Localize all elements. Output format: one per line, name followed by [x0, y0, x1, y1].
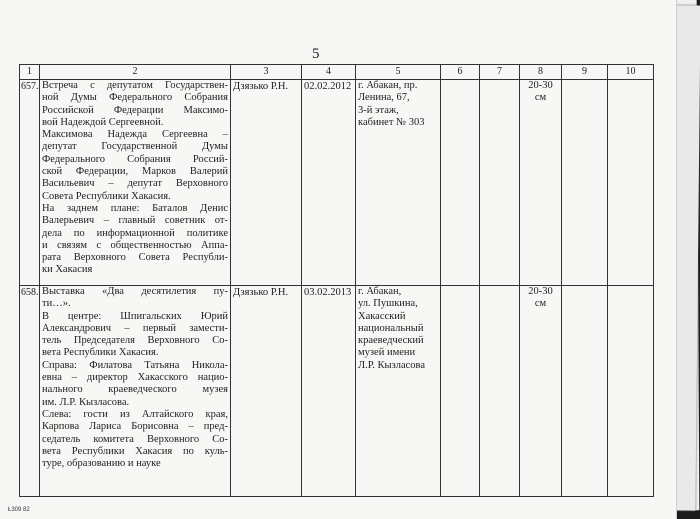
description-line: Александрович – первый замести- — [42, 322, 228, 334]
size-line: см — [534, 92, 547, 103]
description-line: ти…». — [42, 298, 71, 310]
entry-author: Дзязько Р.Н. — [231, 80, 302, 286]
place-line: 3-й этаж, — [358, 104, 399, 116]
entry-place — [356, 286, 441, 497]
description-line: Максимова Надежда Сергеевна – — [42, 129, 228, 141]
description-line: Валерьевич – главный советник от- — [42, 215, 228, 227]
col-header: 7 — [480, 65, 520, 80]
description-line: Справа: Филатова Татьяна Никола- — [42, 359, 228, 371]
description-line: седатель комитета Верховного Со- — [42, 433, 228, 445]
entry-size — [520, 286, 562, 497]
entry-date: 03.02.2013 — [302, 286, 356, 497]
col-header: 1 — [20, 65, 40, 80]
description-line: Встреча с депутатом Государствен- — [42, 80, 228, 91]
empty-cell — [480, 286, 520, 497]
empty-cell — [441, 80, 480, 286]
register-table — [19, 64, 654, 497]
col-header: 5 — [356, 65, 441, 80]
size-line: 20-30 — [528, 80, 553, 91]
empty-cell — [562, 80, 608, 286]
entry-description — [40, 286, 231, 497]
entry-number: 657. — [20, 80, 40, 286]
col-header: 4 — [302, 65, 356, 80]
footer-stamp: Ł309 82 — [8, 507, 30, 513]
table-row — [20, 286, 654, 497]
description-line: туре, образованию и науке — [42, 458, 161, 470]
table-row — [20, 80, 654, 286]
entry-place — [356, 80, 441, 286]
description-line: Слева: гости из Алтайского края, — [42, 408, 228, 420]
page-number: 5 — [312, 46, 320, 62]
col-header: 9 — [562, 65, 608, 80]
description-line: На заднем плане: Баталов Денис — [42, 202, 228, 214]
header-row — [20, 65, 654, 80]
description-line: депутат Государственной Думы — [42, 141, 228, 153]
entry-size — [520, 80, 562, 286]
entry-description — [40, 80, 231, 286]
description-line: Васильевич – депутат Верховного — [42, 178, 228, 190]
description-line: Выставка «Два десятилетия пу- — [42, 286, 228, 297]
col-header: 6 — [441, 65, 480, 80]
place-line: краеведческий — [358, 335, 424, 347]
entry-number: 658. — [20, 286, 40, 497]
place-line: национальный — [358, 322, 424, 334]
place-line: Ленина, 67, — [358, 92, 410, 104]
size-line: см — [534, 298, 547, 309]
col-header: 8 — [520, 65, 562, 80]
description-line: вета Республики Хакасия. — [42, 347, 159, 359]
empty-cell — [480, 80, 520, 286]
description-line: Федерального Собрания Россий- — [42, 153, 228, 165]
description-line: им. Л.Р. Кызласова. — [42, 396, 130, 408]
place-line: г. Абакан, — [358, 286, 402, 297]
description-line: ки Хакасия — [42, 264, 93, 276]
description-line: ной Думы Федерального Собрания — [42, 92, 228, 104]
description-line: дела по информационной политике — [42, 227, 228, 239]
empty-cell — [441, 286, 480, 497]
place-line: Л.Р. Кызласова — [358, 359, 426, 371]
place-line: музей имени — [358, 347, 416, 359]
description-line: вета Республики Хакасия по куль- — [42, 445, 228, 457]
description-line: вой Надеждой Сергеевной. — [42, 116, 164, 128]
place-line: Хакасский — [358, 310, 406, 322]
empty-cell — [608, 80, 654, 286]
size-line: 20-30 — [528, 286, 553, 297]
description-line: ской Федерации, Марков Валерий — [42, 166, 228, 178]
entry-author: Дзязько Р.Н. — [231, 286, 302, 497]
description-line: тель Председателя Верховного Со- — [42, 335, 228, 347]
description-line: евна – директор Хакасского нацио- — [42, 372, 228, 384]
col-header: 10 — [608, 65, 654, 80]
description-line: Карпова Лариса Борисовна – пред- — [42, 421, 228, 433]
empty-cell — [562, 286, 608, 497]
description-line: Российской Федерации Максимо- — [42, 104, 228, 116]
col-header: 2 — [40, 65, 231, 80]
place-line: г. Абакан, пр. — [358, 80, 418, 91]
description-line: Совета Республики Хакасия. — [42, 190, 171, 202]
col-header: 3 — [231, 65, 302, 80]
place-line: кабинет № 303 — [358, 116, 425, 128]
description-line: В центре: Шпигальских Юрий — [42, 310, 228, 322]
empty-cell — [608, 286, 654, 497]
description-line: и связям с общественностью Аппа- — [42, 239, 228, 251]
description-line: нального краеведческого музея — [42, 384, 228, 396]
description-line: рата Верховного Совета Республи- — [42, 252, 228, 264]
place-line: ул. Пушкина, — [358, 298, 418, 310]
entry-date: 02.02.2012 — [302, 80, 356, 286]
